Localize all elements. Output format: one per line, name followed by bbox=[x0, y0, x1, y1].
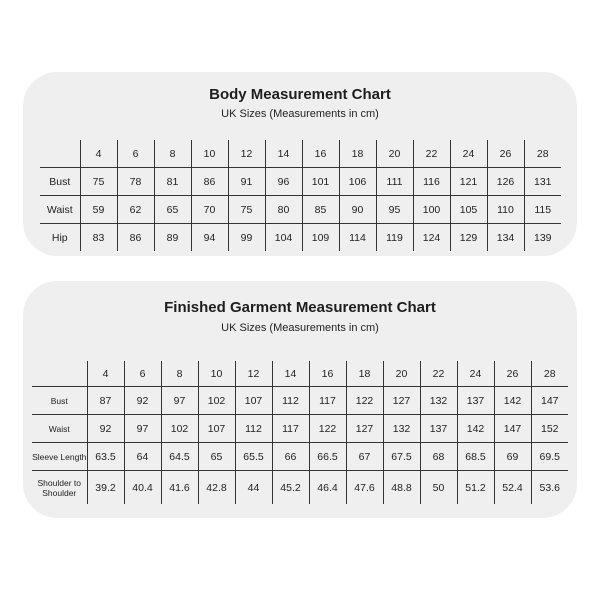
body-value-cell: 104 bbox=[265, 224, 302, 252]
body-value-cell: 95 bbox=[376, 196, 413, 224]
body-size-header: 28 bbox=[524, 140, 561, 168]
body-value-cell: 81 bbox=[154, 168, 191, 196]
garment-chart-subtitle: UK Sizes (Measurements in cm) bbox=[221, 322, 379, 334]
body-value-cell: 124 bbox=[413, 224, 450, 252]
body-chart-title: Body Measurement Chart bbox=[209, 86, 391, 103]
body-value-cell: 105 bbox=[450, 196, 487, 224]
garment-size-header: 20 bbox=[383, 361, 420, 387]
garment-value-cell: 107 bbox=[198, 415, 235, 443]
garment-value-cell: 102 bbox=[198, 387, 235, 415]
garment-size-header: 24 bbox=[457, 361, 494, 387]
garment-value-cell: 97 bbox=[161, 387, 198, 415]
garment-table-row bbox=[32, 415, 568, 443]
garment-value-cell: 147 bbox=[494, 415, 531, 443]
garment-size-header: 22 bbox=[420, 361, 457, 387]
garment-value-cell: 46.4 bbox=[309, 471, 346, 505]
garment-value-cell: 117 bbox=[272, 415, 309, 443]
body-size-header: 6 bbox=[117, 140, 154, 168]
garment-value-cell: 40.4 bbox=[124, 471, 161, 505]
garment-value-cell: 52.4 bbox=[494, 471, 531, 505]
body-value-cell: 129 bbox=[450, 224, 487, 252]
body-size-header: 20 bbox=[376, 140, 413, 168]
garment-value-cell: 122 bbox=[309, 415, 346, 443]
garment-value-cell: 67.5 bbox=[383, 443, 420, 471]
body-chart-subtitle: UK Sizes (Measurements in cm) bbox=[221, 108, 379, 120]
garment-table-row bbox=[32, 443, 568, 471]
garment-value-cell: 65.5 bbox=[235, 443, 272, 471]
body-size-header: 12 bbox=[228, 140, 265, 168]
body-size-header: 24 bbox=[450, 140, 487, 168]
body-value-cell: 94 bbox=[191, 224, 228, 252]
garment-row-label: Shoulder to Shoulder bbox=[37, 477, 81, 498]
body-value-cell: 86 bbox=[191, 168, 228, 196]
body-value-cell: 78 bbox=[117, 168, 154, 196]
garment-value-cell: 65 bbox=[198, 443, 235, 471]
body-table-row bbox=[40, 168, 561, 196]
garment-measurement-card bbox=[23, 281, 577, 518]
garment-value-cell: 152 bbox=[531, 415, 568, 443]
garment-value-cell: 102 bbox=[161, 415, 198, 443]
garment-value-cell: 48.8 bbox=[383, 471, 420, 505]
garment-size-header: 8 bbox=[161, 361, 198, 387]
garment-value-cell: 92 bbox=[87, 415, 124, 443]
garment-size-header: 14 bbox=[272, 361, 309, 387]
body-value-cell: 131 bbox=[524, 168, 561, 196]
body-value-cell: 70 bbox=[191, 196, 228, 224]
body-value-cell: 101 bbox=[302, 168, 339, 196]
garment-size-header: 4 bbox=[87, 361, 124, 387]
garment-value-cell: 68 bbox=[420, 443, 457, 471]
garment-value-cell: 64.5 bbox=[161, 443, 198, 471]
garment-table-row bbox=[32, 387, 568, 415]
garment-value-cell: 127 bbox=[346, 415, 383, 443]
body-value-cell: 91 bbox=[228, 168, 265, 196]
body-value-cell: 83 bbox=[80, 224, 117, 252]
body-value-cell: 134 bbox=[487, 224, 524, 252]
garment-value-cell: 68.5 bbox=[457, 443, 494, 471]
garment-value-cell: 137 bbox=[457, 387, 494, 415]
body-value-cell: 86 bbox=[117, 224, 154, 252]
garment-value-cell: 45.2 bbox=[272, 471, 309, 505]
garment-chart-title: Finished Garment Measurement Chart bbox=[164, 299, 436, 316]
garment-value-cell: 137 bbox=[420, 415, 457, 443]
garment-value-cell: 53.6 bbox=[531, 471, 568, 505]
garment-value-cell: 64 bbox=[124, 443, 161, 471]
garment-value-cell: 132 bbox=[420, 387, 457, 415]
garment-value-cell: 39.2 bbox=[87, 471, 124, 505]
garment-value-cell: 44 bbox=[235, 471, 272, 505]
body-size-header: 26 bbox=[487, 140, 524, 168]
body-value-cell: 109 bbox=[302, 224, 339, 252]
body-corner-cell bbox=[40, 140, 80, 168]
garment-size-header: 28 bbox=[531, 361, 568, 387]
garment-value-cell: 66.5 bbox=[309, 443, 346, 471]
garment-size-header: 10 bbox=[198, 361, 235, 387]
body-value-cell: 111 bbox=[376, 168, 413, 196]
body-value-cell: 80 bbox=[265, 196, 302, 224]
garment-size-header: 6 bbox=[124, 361, 161, 387]
garment-value-cell: 97 bbox=[124, 415, 161, 443]
body-value-cell: 106 bbox=[339, 168, 376, 196]
body-value-cell: 75 bbox=[80, 168, 117, 196]
garment-value-cell: 117 bbox=[309, 387, 346, 415]
garment-size-header: 18 bbox=[346, 361, 383, 387]
garment-size-header: 16 bbox=[309, 361, 346, 387]
body-size-header: 18 bbox=[339, 140, 376, 168]
garment-value-cell: 122 bbox=[346, 387, 383, 415]
garment-value-cell: 147 bbox=[531, 387, 568, 415]
garment-row-label: Waist bbox=[32, 415, 87, 443]
body-table-row bbox=[40, 196, 561, 224]
garment-value-cell: 112 bbox=[235, 415, 272, 443]
body-value-cell: 65 bbox=[154, 196, 191, 224]
garment-value-cell: 107 bbox=[235, 387, 272, 415]
body-value-cell: 62 bbox=[117, 196, 154, 224]
garment-measurement-table bbox=[32, 361, 568, 504]
body-value-cell: 114 bbox=[339, 224, 376, 252]
garment-value-cell: 69 bbox=[494, 443, 531, 471]
body-value-cell: 121 bbox=[450, 168, 487, 196]
body-value-cell: 116 bbox=[413, 168, 450, 196]
garment-row-label: Sleeve Length bbox=[32, 443, 87, 471]
garment-value-cell: 51.2 bbox=[457, 471, 494, 505]
body-value-cell: 85 bbox=[302, 196, 339, 224]
garment-value-cell: 50 bbox=[420, 471, 457, 505]
body-value-cell: 99 bbox=[228, 224, 265, 252]
body-size-header: 22 bbox=[413, 140, 450, 168]
garment-value-cell: 142 bbox=[494, 387, 531, 415]
garment-header-row bbox=[32, 361, 568, 387]
garment-value-cell: 63.5 bbox=[87, 443, 124, 471]
body-value-cell: 75 bbox=[228, 196, 265, 224]
garment-table-row bbox=[32, 471, 568, 505]
body-size-header: 8 bbox=[154, 140, 191, 168]
garment-corner-cell bbox=[32, 361, 87, 387]
body-value-cell: 119 bbox=[376, 224, 413, 252]
body-value-cell: 59 bbox=[80, 196, 117, 224]
garment-value-cell: 42.8 bbox=[198, 471, 235, 505]
garment-value-cell: 47.6 bbox=[346, 471, 383, 505]
garment-value-cell: 92 bbox=[124, 387, 161, 415]
garment-value-cell: 127 bbox=[383, 387, 420, 415]
garment-value-cell: 66 bbox=[272, 443, 309, 471]
body-header-row bbox=[40, 140, 561, 168]
body-size-header: 10 bbox=[191, 140, 228, 168]
garment-value-cell: 142 bbox=[457, 415, 494, 443]
body-row-label: Waist bbox=[40, 196, 80, 224]
body-value-cell: 96 bbox=[265, 168, 302, 196]
body-value-cell: 115 bbox=[524, 196, 561, 224]
garment-size-header: 12 bbox=[235, 361, 272, 387]
garment-value-cell: 69.5 bbox=[531, 443, 568, 471]
body-measurement-card bbox=[23, 72, 577, 256]
garment-row-label: Bust bbox=[32, 387, 87, 415]
body-measurement-table bbox=[40, 140, 561, 251]
garment-value-cell: 67 bbox=[346, 443, 383, 471]
body-value-cell: 89 bbox=[154, 224, 191, 252]
body-value-cell: 90 bbox=[339, 196, 376, 224]
body-size-header: 16 bbox=[302, 140, 339, 168]
garment-value-cell: 132 bbox=[383, 415, 420, 443]
body-row-label: Bust bbox=[40, 168, 80, 196]
body-size-header: 4 bbox=[80, 140, 117, 168]
body-value-cell: 126 bbox=[487, 168, 524, 196]
body-table-row bbox=[40, 224, 561, 252]
body-value-cell: 100 bbox=[413, 196, 450, 224]
garment-value-cell: 41.6 bbox=[161, 471, 198, 505]
garment-value-cell: 112 bbox=[272, 387, 309, 415]
body-size-header: 14 bbox=[265, 140, 302, 168]
body-value-cell: 110 bbox=[487, 196, 524, 224]
body-row-label: Hip bbox=[51, 231, 68, 244]
garment-size-header: 26 bbox=[494, 361, 531, 387]
garment-value-cell: 87 bbox=[87, 387, 124, 415]
body-value-cell: 139 bbox=[524, 224, 561, 252]
